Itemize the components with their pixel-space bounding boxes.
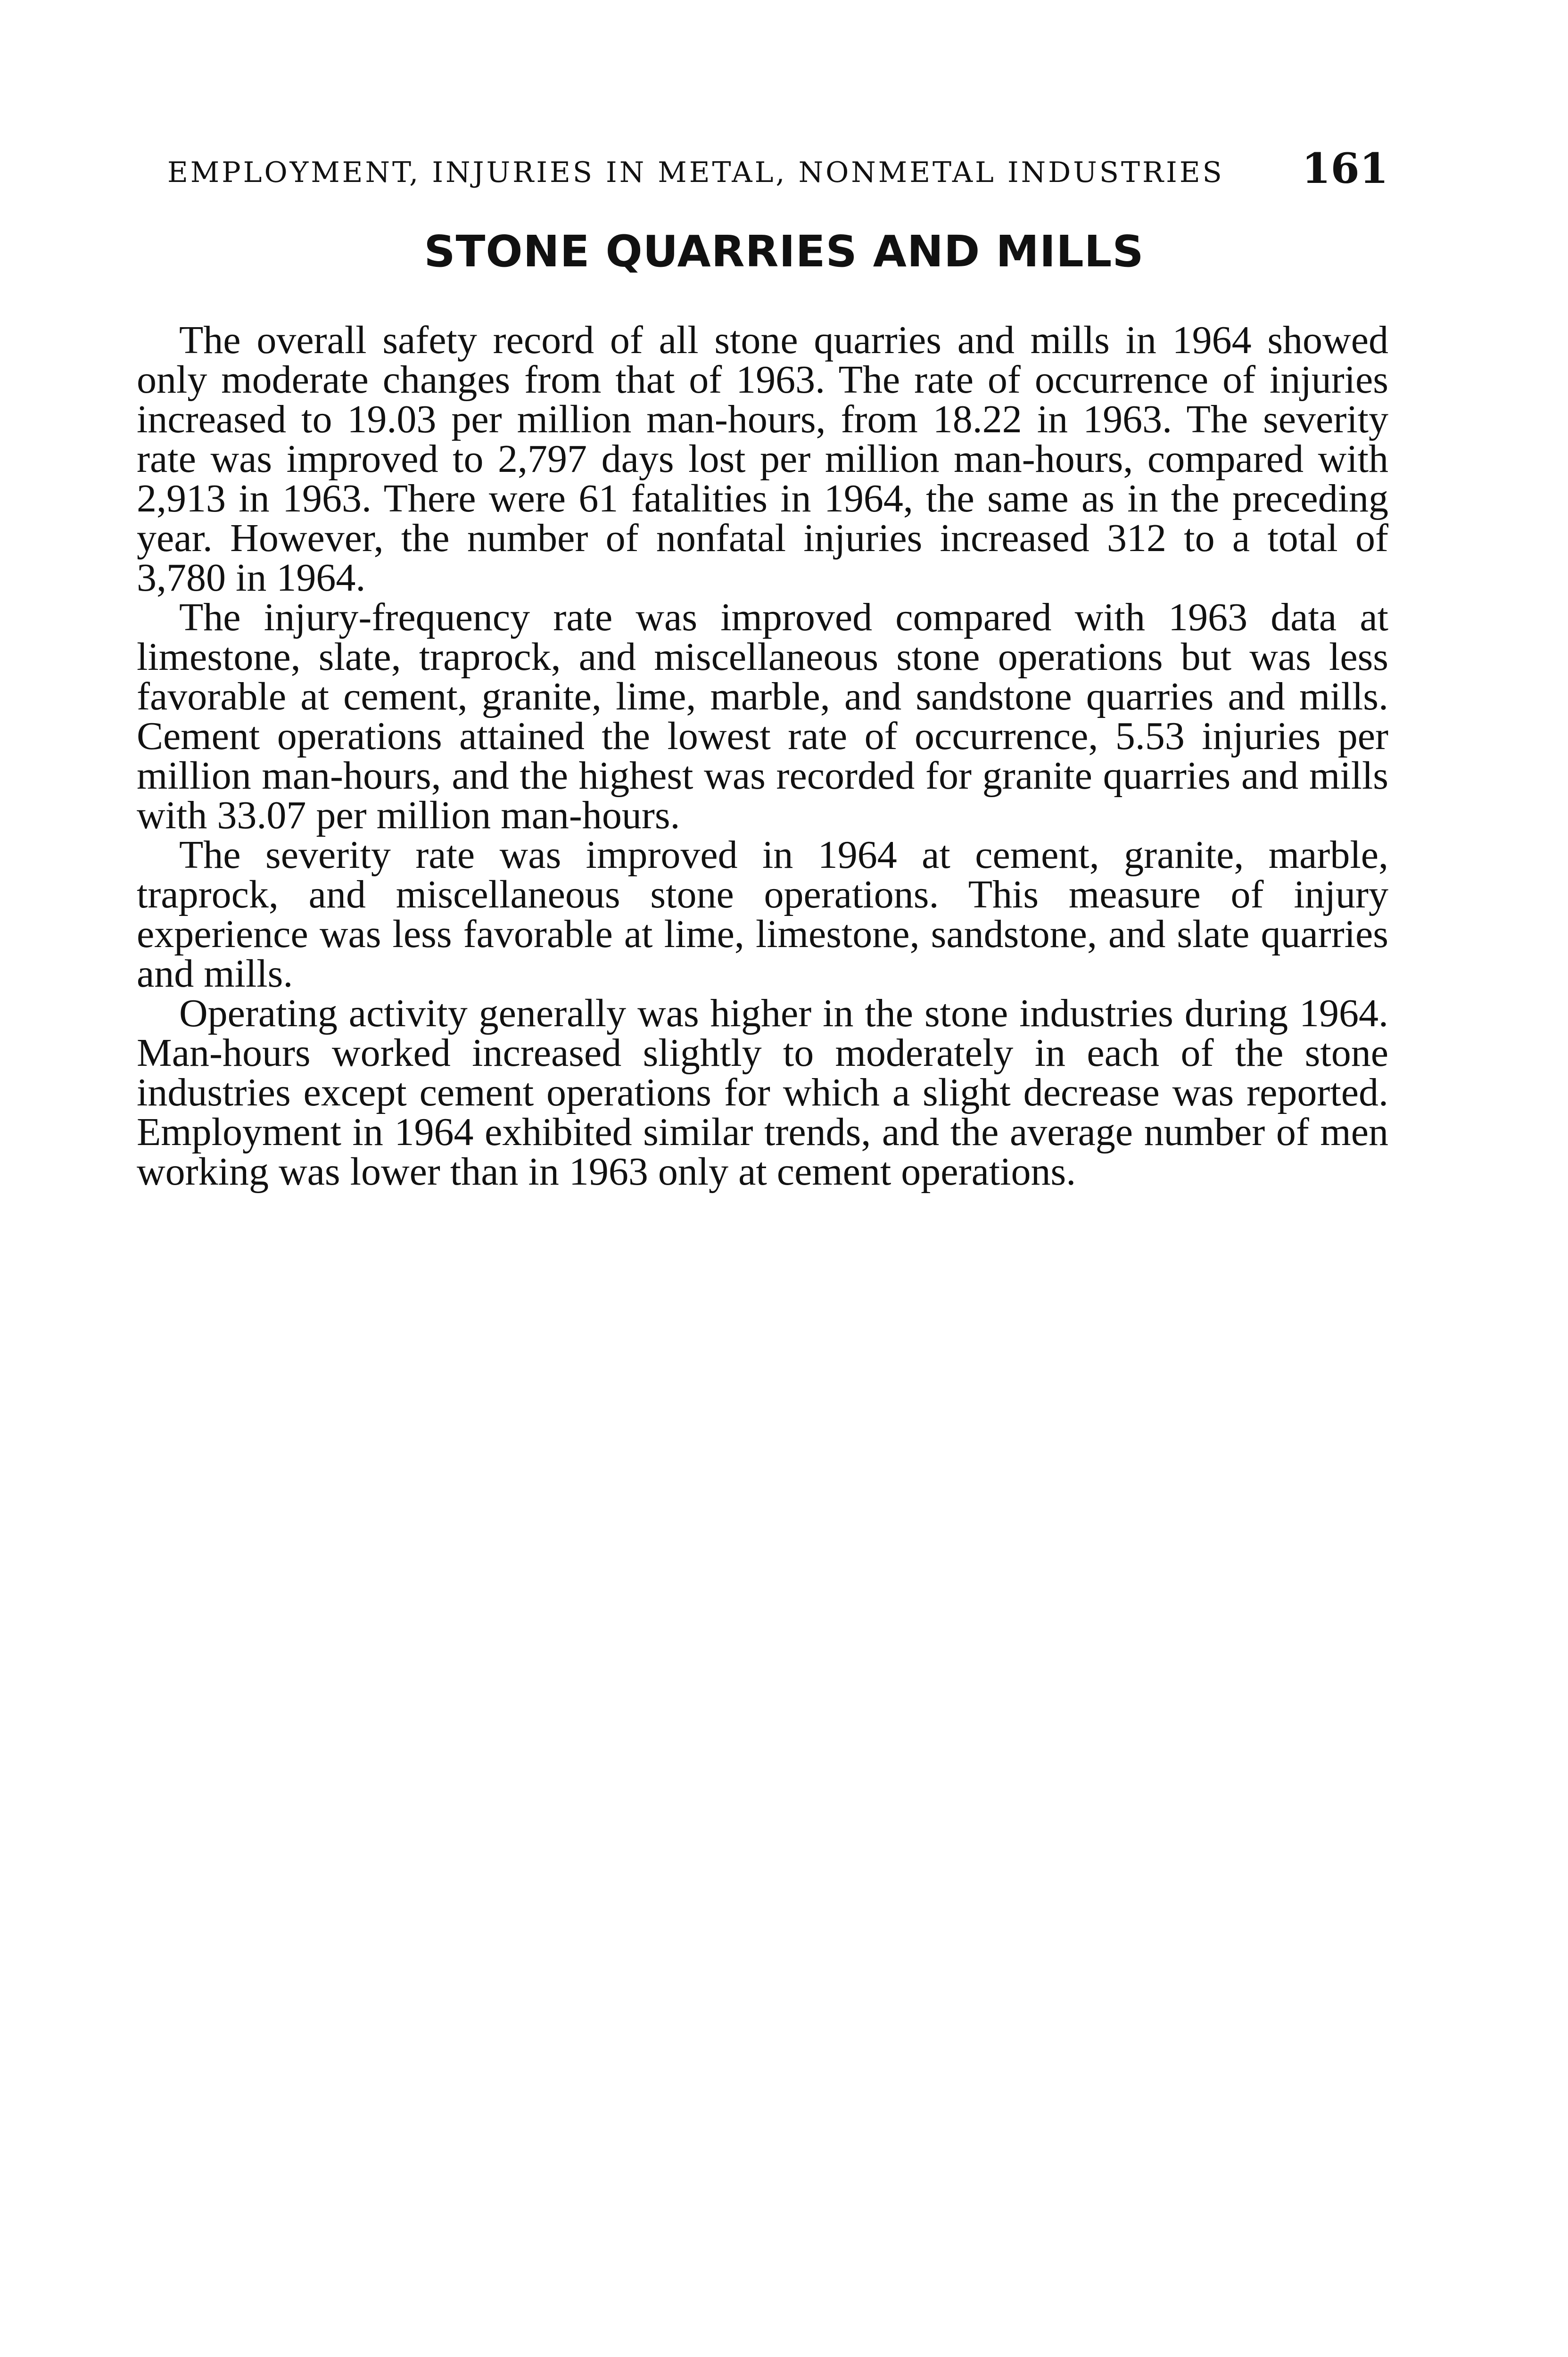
- paragraph-1: The overall safety record of all stone quarries and mills in 1964 showed only moderate changes from that of 1963. The rate of occurrence of injuries increased to 19.03 per million man-hours, from 18.22 in 1963. The severity rate was improved to 2,797 days lost per million man-hours, compared with 2,913 in 1963. There were 61 fatalities in 1964, the same as in the preceding year. However, the number of nonfatal injuries increased 312 to a total of 3,780 in 1964.: [137, 318, 1388, 600]
- running-head: [167, 144, 1388, 196]
- page-number: 161: [1302, 144, 1388, 193]
- running-head-text: EMPLOYMENT, INJURIES IN METAL, NONMETAL INDUSTRIES: [167, 156, 1224, 189]
- paragraph-3: The severity rate was improved in 1964 at cement, granite, marble, traprock, and miscellaneous stone operations. This measure of injury experience was less favorable at lime, limestone, sandstone, and slate quarries and mills.: [137, 833, 1388, 996]
- paragraph-4: Operating activity generally was higher in the stone industries during 1964. Man-hours worked increased slightly to moderately in each of the stone industries except cement operations for which a slight decrease was reported. Employment in 1964 exhibited similar trends, and the average number of men working was lower than in 1963 only at cement operations.: [137, 991, 1388, 1194]
- body-text: [137, 318, 1388, 1194]
- section-title: STONE QUARRIES AND MILLS: [424, 226, 1144, 277]
- paragraph-2: The injury-frequency rate was improved compared with 1963 data at limestone, slate, traprock, and miscellaneous stone operations but was less favorable at cement, granite, lime, marble, and sandstone quarries and mills. Cement operations attained the lowest rate of occurrence, 5.53 injuries per million man-hours, and the highest was recorded for granite quarries and mills with 33.07 per million man-hours.: [137, 595, 1388, 837]
